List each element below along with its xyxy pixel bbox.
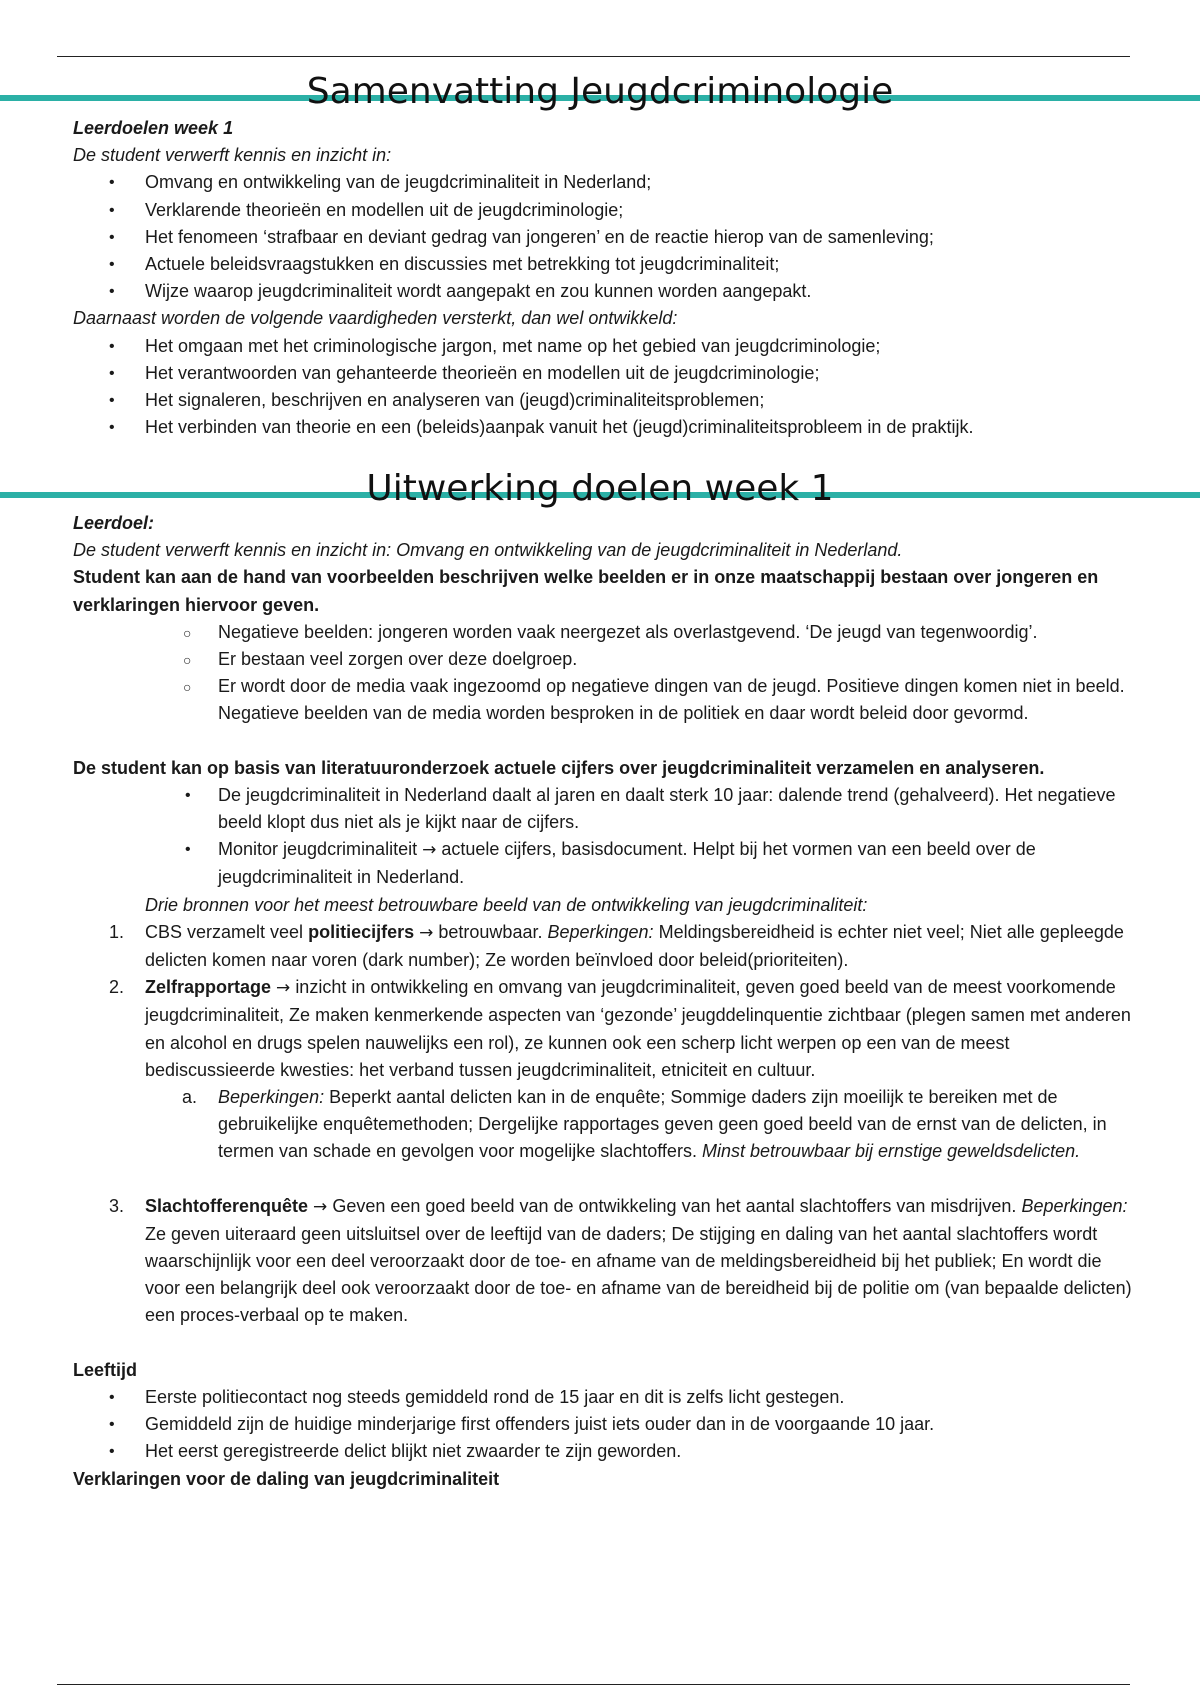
goal-label: Leerdoel: [73,513,155,533]
list-item: ○ Er wordt door de media vaak ingezoomd op negatieve dingen van de jeugd. Positieve dingen komen niet in beeld. Negatieve beelden van de media worden besproken in de politiek en daar wordt beleid door gevormd. [218,673,1133,727]
limitations-label: Beperkingen: [547,921,654,942]
list-letter: a. [182,1087,198,1108]
footer-rule [57,1684,1130,1685]
section-leerdoelen [73,115,1133,441]
skills-list [73,333,1133,442]
list-item: • Het verantwoorden van gehanteerde theorieën en modellen uit de jeugdcriminologie; [145,360,1133,387]
list-item: ○ Er bestaan veel zorgen over deze doelgroep. [218,646,1133,673]
list-item: • Het signaleren, beschrijven en analyseren van (jeugd)criminaliteitsproblemen; [145,387,1133,414]
item-text: Beperkt aantal delicten kan in de enquête; Sommige daders zijn moeilijk te bereiken met de gebruikelijke enquêtemethoden; Dergelijke rapportages geven geen goed beeld van de ernst van de delicten, in termen van schade en gevolgen voor mogelijke slachtoffers. [218,1087,1107,1162]
bold-intro: Student kan aan de hand van voorbeelden beschrijven welke beelden er in onze maatschappij bestaan over jongeren en verklaringen hiervoor geven. [73,567,1099,615]
arrow-icon: → [419,922,434,943]
list-item [109,919,1133,974]
list-item: ○ Negatieve beelden: jongeren worden vaak neergezet als overlastgevend. ‘De jeugd van tegenwoordig’. [218,619,1133,646]
list-item: • Gemiddeld zijn de huidige minderjarige first offenders juist iets ouder dan in de voorgaande 10 jaar. [145,1411,1133,1438]
list-item [109,1193,1133,1330]
goal-text: De student verwerft kennis en inzicht in: Omvang en ontwikkeling van de jeugdcriminaliteit in Nederland. [73,540,903,561]
sources-list [73,919,1133,1330]
list-item: • De jeugdcriminaliteit in Nederland daalt al jaren en daalt sterk 10 jaar: dalende trend (gehalveerd). Het negatieve beeld klopt dus niet als je kijkt naar de cijfers. [218,782,1133,836]
list-item: • Het verbinden van theorie en een (beleids)aanpak vanuit het (jeugd)criminaliteitsprobleem in de praktijk. [145,414,1133,441]
item-keyword: Slachtofferenquête [145,1195,309,1216]
list-item: • Het eerst geregistreerde delict blijkt niet zwaarder te zijn geworden. [145,1438,1133,1465]
header-rule [57,56,1130,57]
item-text: Minst betrouwbaar bij ernstige geweldsdelicten. [701,1141,1081,1162]
learning-goals-list [73,169,1133,305]
item-text: actuele cijfers, basisdocument. Helpt bij het vormen van een beeld over de jeugdcriminaliteit in Nederland. [218,839,1036,888]
list-item: • Actuele beleidsvraagstukken en discussies met betrekking tot jeugdcriminaliteit; [145,251,1133,278]
sources-intro: Drie bronnen voor het meest betrouwbare beeld van de ontwikkeling van jeugdcriminaliteit: [145,894,868,915]
section-intro: De student verwerft kennis en inzicht in: [73,145,392,166]
age-heading: Leeftijd [73,1359,138,1380]
age-list [73,1384,1133,1466]
item-text: Monitor jeugdcriminaliteit [218,839,418,860]
spacer [73,1330,1133,1357]
spacer [145,1166,1133,1193]
section-title: Uitwerking doelen week 1 [366,468,834,509]
figures-list [73,782,1133,892]
item-text: Geven een goed beeld van de ontwikkeling van het aantal slachtoffers van misdrijven. [332,1195,1017,1216]
item-text: Meldingsbereidheid is echter niet veel; Niet alle gepleegde delicten komen naar voren (dark number); Ze worden beïnvloed door beleid(prioriteiten). [145,921,1124,971]
list-number: 3. [109,1195,125,1216]
sub-list [145,1084,1133,1166]
list-item: • Het fenomeen ‘strafbaar en deviant gedrag van jongeren’ en de reactie hierop van de samenleving; [145,224,1133,251]
list-item [109,974,1133,1165]
literature-heading: De student kan op basis van literatuuronderzoek actuele cijfers over jeugdcriminaliteit verzamelen en analyseren. [73,757,1045,778]
section-uitwerking [73,510,1133,1493]
skills-intro: Daarnaast worden de volgende vaardigheden versterkt, dan wel ontwikkeld: [73,308,678,329]
item-text: inzicht in ontwikkeling en omvang van jeugdcriminaliteit, geven goed beeld van de meest voorkomende jeugdcriminaliteit, Ze maken kenmerkende aspecten van ‘gezonde’ jeugddelinquentie zichtbaar (plegen samen met anderen en alcohol en drugs spelen nauwelijks een rol), ze kunnen ook een scherp licht werpen op een van de meest bediscussieerde kwesties: het verband tussen jeugdcriminaliteit, etniciteit en cultuur. [145,977,1131,1080]
list-item [182,1084,1133,1166]
limitations-label: Beperkingen: [218,1087,325,1108]
arrow-icon: → [422,840,437,861]
list-item: • Het omgaan met het criminologische jargon, met name op het gebied van jeugdcriminologie; [145,333,1133,360]
title-band [0,463,1200,515]
arrow-icon: → [313,1196,328,1217]
item-text: betrouwbaar. [438,921,543,942]
spacer [73,728,1133,755]
item-text: Ze geven uiteraard geen uitsluitsel over de leeftijd van de daders; De stijging en daling van het aantal slachtoffers wordt waarschijnlijk voor een deel veroorzaakt door de toe- en afname van de meldingsbereidheid bij het publiek; En wordt die voor een belangrijk deel ook veroorzaakt door de toe- en afname van de bereidheid bij de politie om (van bepaalde delicten) een proces-verbaal op te maken. [145,1223,1132,1326]
list-item [218,836,1133,891]
images-list [73,619,1133,728]
limitations-label: Beperkingen: [1021,1195,1128,1216]
list-item: • Verklarende theorieën en modellen uit de jeugdcriminologie; [145,197,1133,224]
list-item: • Eerste politiecontact nog steeds gemiddeld rond de 15 jaar en dit is zelfs licht gestegen. [145,1384,1133,1411]
list-item: • Wijze waarop jeugdcriminaliteit wordt aangepakt en zou kunnen worden aangepakt. [145,278,1133,305]
item-keyword: politiecijfers [308,921,415,942]
explanations-heading: Verklaringen voor de daling van jeugdcriminaliteit [73,1468,500,1489]
list-item: • Omvang en ontwikkeling van de jeugdcriminaliteit in Nederland; [145,169,1133,196]
page-title: Samenvatting Jeugdcriminologie [306,71,894,112]
item-text: CBS verzamelt veel [145,921,304,942]
title-band [0,66,1200,118]
item-keyword: Zelfrapportage [145,977,272,998]
section-heading: Leerdoelen week 1 [73,118,234,138]
arrow-icon: → [276,978,291,999]
list-number: 2. [109,977,125,998]
list-number: 1. [109,921,125,942]
